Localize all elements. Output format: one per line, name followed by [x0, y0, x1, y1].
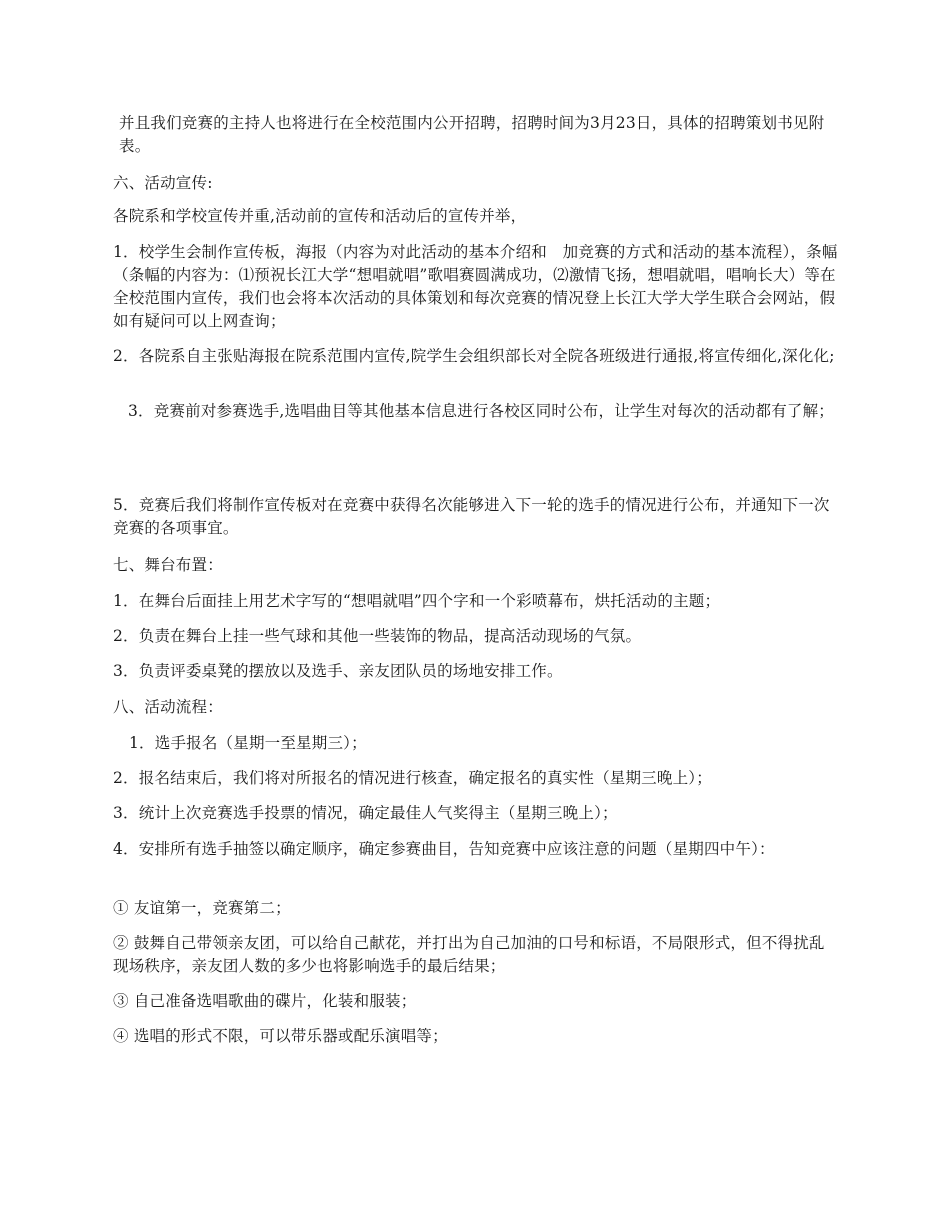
paragraph-stage-item-3: 3．负责评委桌凳的摆放以及选手、亲友团队员的场地安排工作。 — [113, 662, 563, 680]
paragraph-rule-2: ② 鼓舞自己带领亲友团，可以给自己献花，并打出为自己加油的口号和标语，不局限形式，但不得扰乱现场秩序，亲友团人数的多少也将影响选手的最后结果； — [113, 934, 825, 975]
paragraph-rule-4: ④ 选唱的形式不限，可以带乐器或配乐演唱等； — [113, 1027, 448, 1045]
paragraph-process-item-1: 1．选手报名（星期一至星期三）； — [129, 734, 367, 752]
paragraph-process-item-4: 4．安排所有选手抽签以确定顺序，确定参赛曲目，告知竞赛中应该注意的问题（星期四中午）： — [113, 840, 775, 858]
paragraph-publicity-item-3: 3．竞赛前对参赛选手,选唱曲目等其他基本信息进行各校区同时公布，让学生对每次的活动都有了解； — [128, 402, 834, 420]
paragraph-stage-item-1: 1．在舞台后面挂上用艺术字写的“想唱就唱”四个字和一个彩喷幕布，烘托活动的主题； — [113, 592, 721, 610]
section-heading-process: 八、活动流程： — [113, 698, 223, 716]
paragraph-publicity-item-2: 2．各院系自主张贴海报在院系范围内宣传,院学生会组织部长对全院各班级进行通报,将宣传细化,深化化; — [113, 347, 835, 365]
paragraph-host-recruitment: 并且我们竞赛的主持人也将进行在全校范围内公开招聘，招聘时间为3月23日，具体的招聘策划书见附表。 — [119, 114, 825, 155]
paragraph-stage-item-2: 2．负责在舞台上挂一些气球和其他一些装饰的物品，提高活动现场的气氛。 — [113, 627, 642, 645]
paragraph-publicity-item-5: 5．竞赛后我们将制作宣传板对在竞赛中获得名次能够进入下一轮的选手的情况进行公布，并通知下一次竞赛的各项事宜。 — [113, 496, 830, 537]
paragraph-rule-1: ① 友谊第一，竞赛第二； — [113, 899, 291, 917]
paragraph-rule-3: ③ 自己准备选唱歌曲的碟片，化装和服装； — [113, 992, 417, 1010]
paragraph-publicity-item-1: 1．校学生会制作宣传板，海报（内容为对此活动的基本介绍和 加竞赛的方式和活动的基本流程），条幅（条幅的内容为：⑴预祝长江大学“想唱就唱”歌唱赛圆满成功，⑵激情飞扬，想唱就唱，唱响长大）等在全校范围内宣传，我们也会将本次活动的具体策划和每次竞赛的情况登上长江大学大学生联合会网站，假如有疑问可以上网查询； — [113, 243, 838, 330]
section-heading-publicity: 六、活动宣传: — [113, 174, 213, 192]
paragraph-publicity-intro: 各院系和学校宣传并重,活动前的宣传和活动后的宣传并举， — [113, 207, 527, 225]
paragraph-process-item-2: 2．报名结束后，我们将对所报名的情况进行核查，确定报名的真实性（星期三晚上）； — [113, 769, 712, 787]
section-heading-stage: 七、舞台布置： — [113, 556, 223, 574]
paragraph-process-item-3: 3．统计上次竞赛选手投票的情况，确定最佳人气奖得主（星期三晚上）； — [113, 804, 618, 822]
